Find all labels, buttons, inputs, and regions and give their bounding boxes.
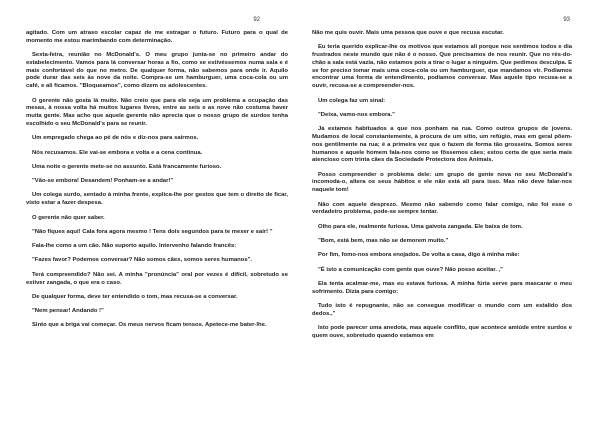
- paragraph: "Nem pensar! Andando !": [32, 308, 104, 315]
- paragraph: O gerente não quer saber.: [32, 214, 105, 221]
- paragraph: "É isto a comunicação com gente que ouve? Não posso aceitar. ,": [318, 266, 503, 273]
- paragraph: O gerente não gosta lá muito. Não creio que para ele seja um problema a ocupação das mesas, à nossa volta há muitos lugares livres, entre as seis e as nove não costuma haver muita gente. Mas acho que aquele gerente não aprecia que o nosso grupo de surdos tenha escolhido o seu McDonald's para se reunir.: [26, 97, 288, 127]
- paragraph: "Vão-se embora! Desandem! Ponham-se a andar!": [32, 178, 174, 185]
- paragraph: Eu teria querido explicar-lhe os motivos que estamos ali porque nos sentimos todos e dia frustrados neste mundo que não é o nosso. Que precisamos de nos reunir. Que no rés-do-chão a sala está vazia, não estamos pois a tirar o lugar a ninguém. Que pedimos desculpa. E se for preciso tomar mais uma coca-cola ou um hamburguer, que mandamos vir. Podíamos encontrar uma forma de entendimento, podíamos conversar. Mas aquele tipo recusa-se a ouvir, recusa-se a compreender-nos.: [312, 44, 572, 90]
- page-number: 92: [253, 17, 260, 23]
- paragraph: "Fazes favor? Podemos conversar? Não somos cães, somos seres humanos".: [32, 257, 253, 264]
- paragraph: Posso compreender o problema dele: um grupo de gente nova no seu McDonald's incomoda-o, altera os seus hábitos e ele não está ali para isso. Mas não deve falar-nos naquele tom!: [312, 171, 572, 194]
- paragraph: "Bom, está bem, mas não se demorem muito.": [318, 237, 449, 244]
- paragraph: Olho para ele, realmente furiosa. Uma gaivota zangada. Ele baixa de tom.: [318, 223, 523, 230]
- paragraph: agitado. Com um atraso escolar capaz de me estragar o futuro. Futuro para o qual de momento me estou marimbando com determinação.: [26, 30, 288, 44]
- page-body: [26, 30, 288, 330]
- paragraph: Nós recusamos. Ele vai-se embora e volta e a cena continua.: [32, 149, 203, 156]
- paragraph: Terá compreendido? Não sei. A minha "pronúncia" oral por vezes é difícil, sobretudo se estiver zangada, o que era o caso.: [26, 271, 288, 286]
- paragraph: Sexta-feira, reunião no McDonald's. O meu grupo junta-se no primeiro andar do estabelecimento. Vamos para lá conversar horas a fio, como se estivéssemos numa sala e é mais confortável do que no metro. De qualquer forma, não sabemos para onde ir. Aquilo pode durar das seis às nove da noite. Compra-se um hamburguer, uma coca-cola ou um café, e ali ficamos. "Bloqueamos", como dizem os adolescentes.: [26, 52, 288, 90]
- paragraph: Sinto que a briga vai começar. Os meus nervos ficam tensos. Apetece-me bater-lhe.: [32, 322, 267, 329]
- paragraph: Não me quis ouvir. Mais uma pessoa que ouve e que recusa escutar.: [312, 30, 504, 36]
- paragraph: Isto pode parecer uma anedota, mas aquele conflito, que acontece amiúde entre surdos e quem ouve, sobretudo quando estamos em: [312, 325, 572, 339]
- page-number: 93: [563, 17, 570, 23]
- page-body: [312, 30, 572, 341]
- paragraph: Fala-lhe como a um cão. Não suporto aquilo. Intervenho falando francês:: [32, 243, 237, 250]
- paragraph: Não com aquele desprezo. Mesmo não sabendo como falar comigo, não foi esse o verdadeiro problema, pode-se sempre tentar.: [312, 201, 572, 216]
- paragraph: De qualquer forma, deve ter entendido o tom, mas recusa-se a conversar.: [32, 293, 238, 300]
- paragraph: Um colega faz um sinal:: [318, 97, 386, 104]
- paragraph: "Deixa, vamo-nos embora.": [318, 111, 395, 118]
- paragraph: Ela tenta acalmar-me, mas eu estava furiosa. A minha fúria serve para mascarar o meu sofrimento. Dizia para comigo:: [312, 280, 572, 295]
- paragraph: Tudo isto é repugnante, não se consegue modificar o mundo com um estalido dos dedos.,": [312, 302, 572, 317]
- paragraph: "Não fiques aqui! Cala fora agora mesmo ! Tens dois segundos para te mexer e sair! ": [32, 228, 273, 235]
- paragraph: Um empregado chega ao pé de nós e diz-nos para sairmos.: [32, 135, 199, 142]
- paragraph: Um colega surdo, sentado à minha frente, explica-lhe por gestos que tem o direito de ficar, visto estar a fazer despesa.: [26, 192, 288, 207]
- paragraph: Por fim, fomo-nos embora enojados. De volta a casa, digo à minha mãe:: [318, 252, 520, 259]
- paragraph: Uma noite o gerente mete-se no assunto. Está francamente furioso.: [32, 163, 222, 170]
- paragraph: Já estamos habituados a que nos ponham na rua. Como outros grupos de jovens. Mudamos de local constantemente, à procura de um sítio, um refúgio, mas em geral põem-nos gentilmente na rua; é a primeira vez que o fazem de forma tão grosseira. Somos seres humanos e aquele homem fala-nos como se fôssemos cães; estou certa de que seria mais atencioso com trinta cães da Sociedade Protectora dos Animais.: [312, 126, 572, 164]
- right-page: [300, 0, 600, 424]
